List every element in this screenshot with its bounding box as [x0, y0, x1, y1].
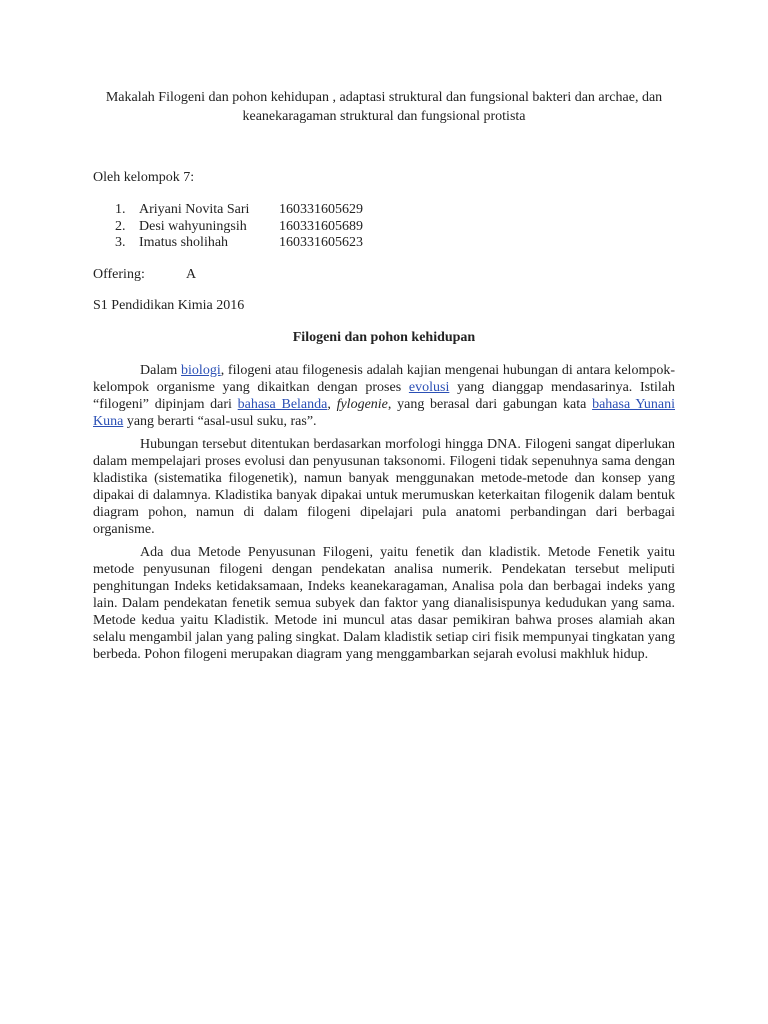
paragraph-1 — [93, 362, 675, 430]
body-text — [93, 362, 675, 669]
italic-term: fylogenie — [336, 397, 388, 412]
link-evolusi[interactable]: evolusi — [408, 380, 450, 395]
list-item — [115, 235, 363, 252]
study-program: S1 Pendidikan Kimia 2016 — [93, 298, 245, 313]
member-number: 1. — [115, 202, 126, 217]
member-name: Desi wahyuningsih — [139, 218, 247, 234]
paragraph-3: Ada dua Metode Penyusunan Filogeni, yaitu fenetik dan kladistik. Metode Fenetik yaitu metode penyusunan filogeni dengan pendekatan analisa numerik. Pendekatan tersebut meliputi penghitungan Indeks ketidaksamaan, Indeks keanekaragaman, Analisa pola dan berbagai indeks yang lain. Dalam pendekatan fenetik semua subyek dan faktor yang dianalisispunya kedudukan yang sama. Metode kedua yaitu Kladistik. Metode ini muncul atas dasar pemikiran bahwa proses alamiah akan selalu mengambil jalan yang paling singkat. Dalam kladistik setiap ciri fisik mempunyai tingkatan yang berbeda. Pohon filogeni merupakan diagram yang menggambarkan sejarah evolusi makhluk hidup. — [93, 545, 675, 662]
member-id: 160331605623 — [279, 235, 363, 250]
link-biologi[interactable]: biologi — [181, 363, 221, 378]
paragraph-text: yang dianggap mendasarinya. Istilah “filogeni” dipinjam dari — [93, 380, 675, 412]
offering-label: Offering: — [93, 267, 145, 282]
list-item — [115, 202, 363, 219]
paragraph-text: , filogeni atau filogenesis adalah kajian mengenai hubungan di antara kelompok-kelompok organisme yang dikaitkan dengan proses — [93, 363, 675, 395]
link-bahasa-yunani-kuna[interactable]: bahasa Yunani Kuna — [93, 397, 676, 429]
member-id: 160331605689 — [279, 218, 363, 234]
paragraph-text: yang berarti “asal-usul suku, ras”. — [123, 414, 317, 429]
section-heading: Filogeni dan pohon kehidupan — [292, 330, 476, 345]
member-name: Imatus sholihah — [139, 235, 229, 250]
member-number: 3. — [115, 235, 126, 250]
member-id: 160331605629 — [279, 202, 363, 217]
link-bahasa-belanda[interactable]: bahasa Belanda — [237, 397, 328, 412]
member-list — [115, 202, 363, 252]
paragraph-text: , yang berasal dari gabungan kata — [387, 397, 593, 412]
offering-line — [93, 267, 197, 283]
paragraph-text: , — [327, 397, 337, 412]
member-name: Ariyani Novita Sari — [139, 202, 250, 217]
paragraph-2: Hubungan tersebut ditentukan berdasarkan morfologi hingga DNA. Filogeni sangat diperlukan dalam mempelajari proses evolusi dan penyusunan taksonomi. Filogeni tidak sepenuhnya sama dengan kladistika (sistematika filogenetik), namun banyak menggunakan metode-metode dan konsep yang dipakai di dalamnya. Kladistika banyak dipakai untuk merumuskan keterkaitan filogenik dalam bentuk diagram pohon, namun di dalam filogeni dipelajari pula anatomi perbandingan dari berbagai organisme. — [93, 437, 675, 537]
group-label: Oleh kelompok 7: — [93, 170, 195, 185]
member-number: 2. — [115, 218, 126, 234]
list-item — [115, 219, 363, 236]
paragraph-text: Dalam — [140, 363, 182, 378]
offering-value: A — [186, 267, 197, 282]
document-title: Makalah Filogeni dan pohon kehidupan , adaptasi struktural dan fungsional bakteri dan archae, dan keanekaragaman struktural dan fungsional protista — [105, 90, 663, 124]
